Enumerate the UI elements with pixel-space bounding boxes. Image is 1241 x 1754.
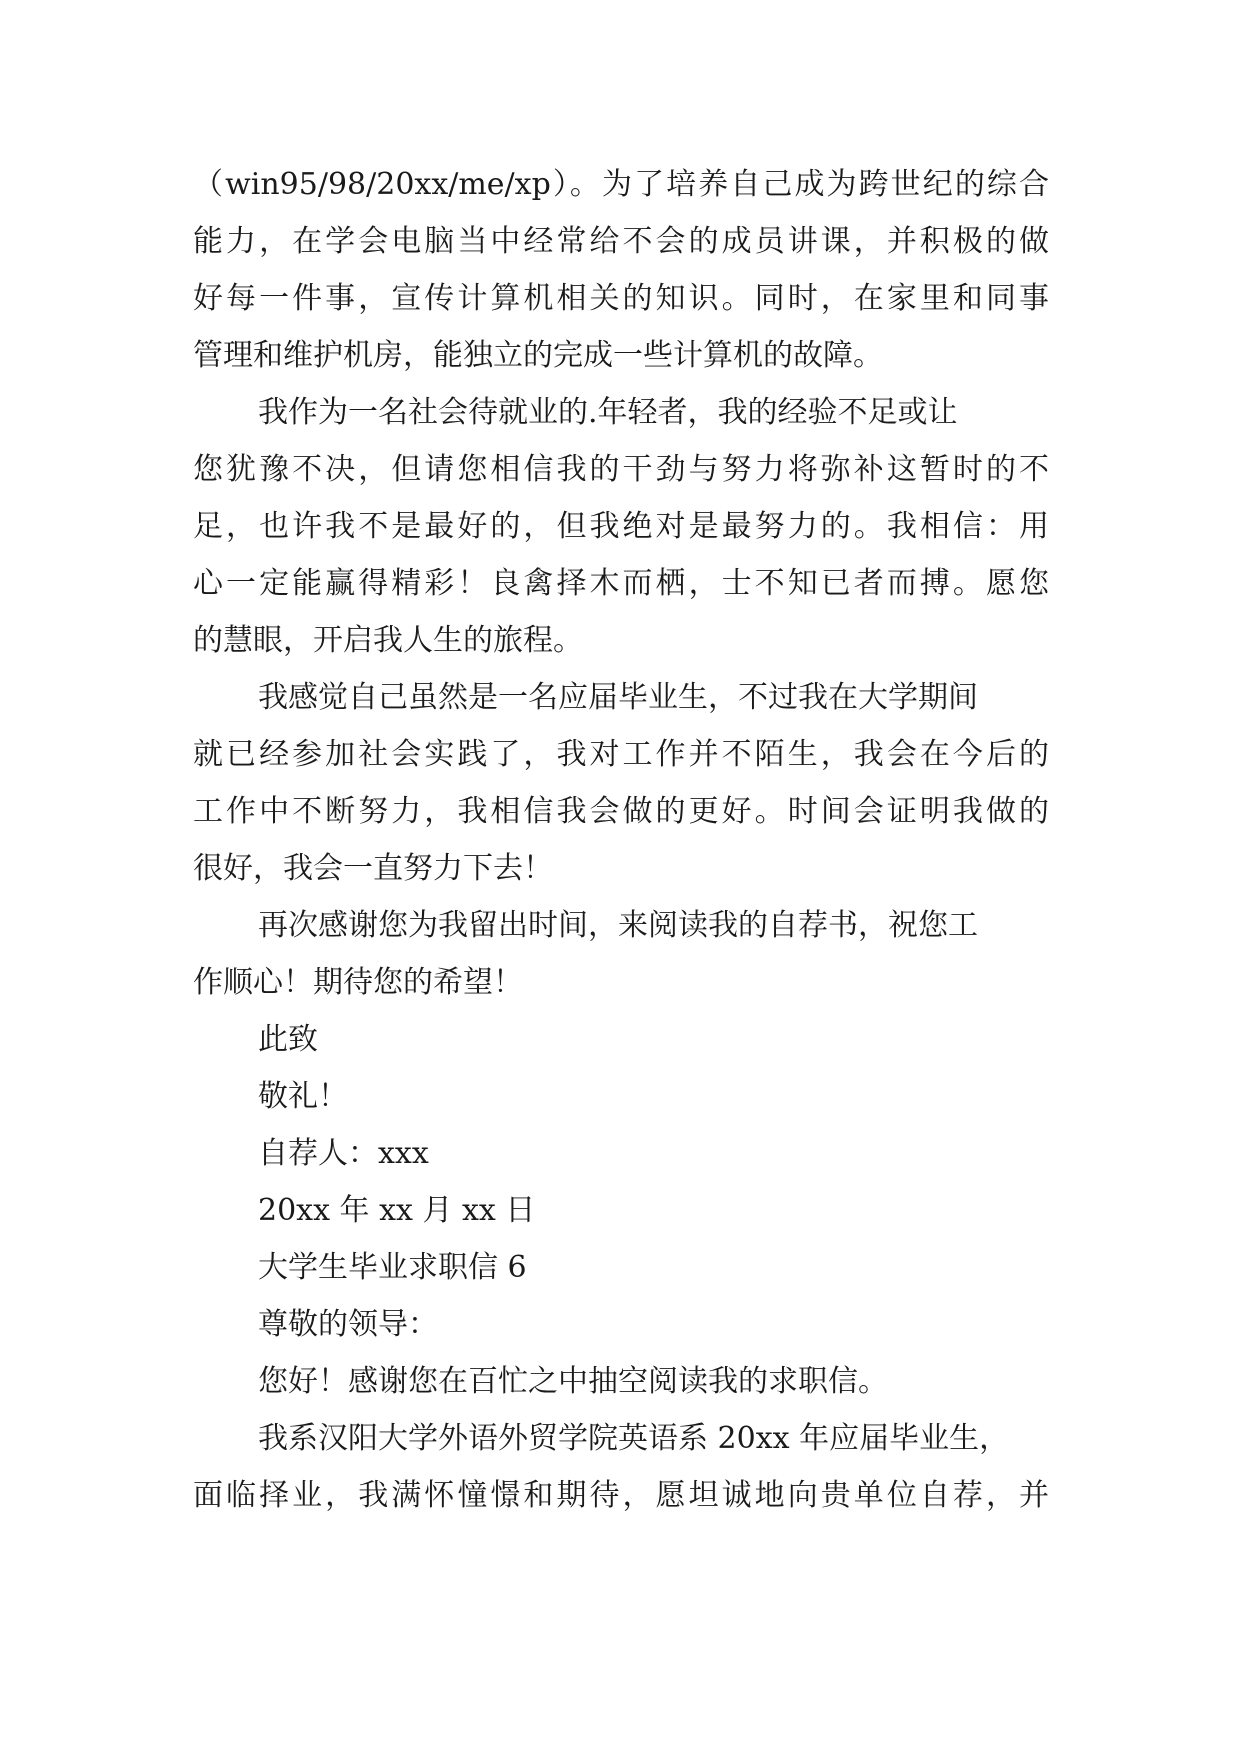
closing-regards: 敬礼！ [258, 1079, 348, 1114]
paragraph-line: 我作为一名社会待就业的.年轻者，我的经验不足或让 [258, 395, 958, 430]
greeting-line: 尊敬的领导： [258, 1307, 438, 1342]
paragraph-line: 我系汉阳大学外语外贸学院英语系 20xx 年应届毕业生， [258, 1421, 1010, 1456]
paragraph-line: 再次感谢您为我留出时间，来阅读我的自荐书，祝您工 [258, 908, 978, 943]
paragraph-line: 管理和维护机房，能独立的完成一些计算机的故障。 [193, 338, 883, 373]
date-line: 20xx 年 xx 月 xx 日 [258, 1193, 536, 1228]
paragraph-line: 好每一件事，宣传计算机相关的知识。同时，在家里和同事 [193, 281, 1049, 316]
paragraph-line: 就已经参加社会实践了，我对工作并不陌生，我会在今后的 [193, 737, 1049, 772]
paragraph-line: 工作中不断努力，我相信我会做的更好。时间会证明我做的 [193, 794, 1049, 829]
paragraph-line: 您犹豫不决，但请您相信我的干劲与努力将弥补这暂时的不 [193, 452, 1049, 487]
paragraph-line: 能力，在学会电脑当中经常给不会的成员讲课，并积极的做 [193, 224, 1049, 259]
paragraph-line: 我感觉自己虽然是一名应届毕业生，不过我在大学期间 [258, 680, 978, 715]
paragraph-line: 的慧眼，开启我人生的旅程。 [193, 623, 583, 658]
paragraph-line: 足，也许我不是最好的，但我绝对是最努力的。我相信：用 [193, 509, 1049, 544]
paragraph-line: 很好，我会一直努力下去！ [193, 851, 553, 886]
paragraph-line: 心一定能赢得精彩！良禽择木而栖，士不知已者而搏。愿您 [193, 566, 1049, 601]
paragraph-line: 作顺心！期待您的希望！ [193, 965, 523, 1000]
signature-line: 自荐人：xxx [258, 1136, 429, 1171]
paragraph-line: 面临择业，我满怀憧憬和期待，愿坦诚地向贵单位自荐，并 [193, 1478, 1049, 1513]
paragraph-line: （win95/98/20xx/me/xp）。为了培养自己成为跨世纪的综合 [193, 167, 1049, 202]
section-heading: 大学生毕业求职信 6 [258, 1250, 527, 1285]
paragraph-line: 您好！感谢您在百忙之中抽空阅读我的求职信。 [258, 1364, 888, 1399]
closing-salutation: 此致 [258, 1022, 318, 1057]
